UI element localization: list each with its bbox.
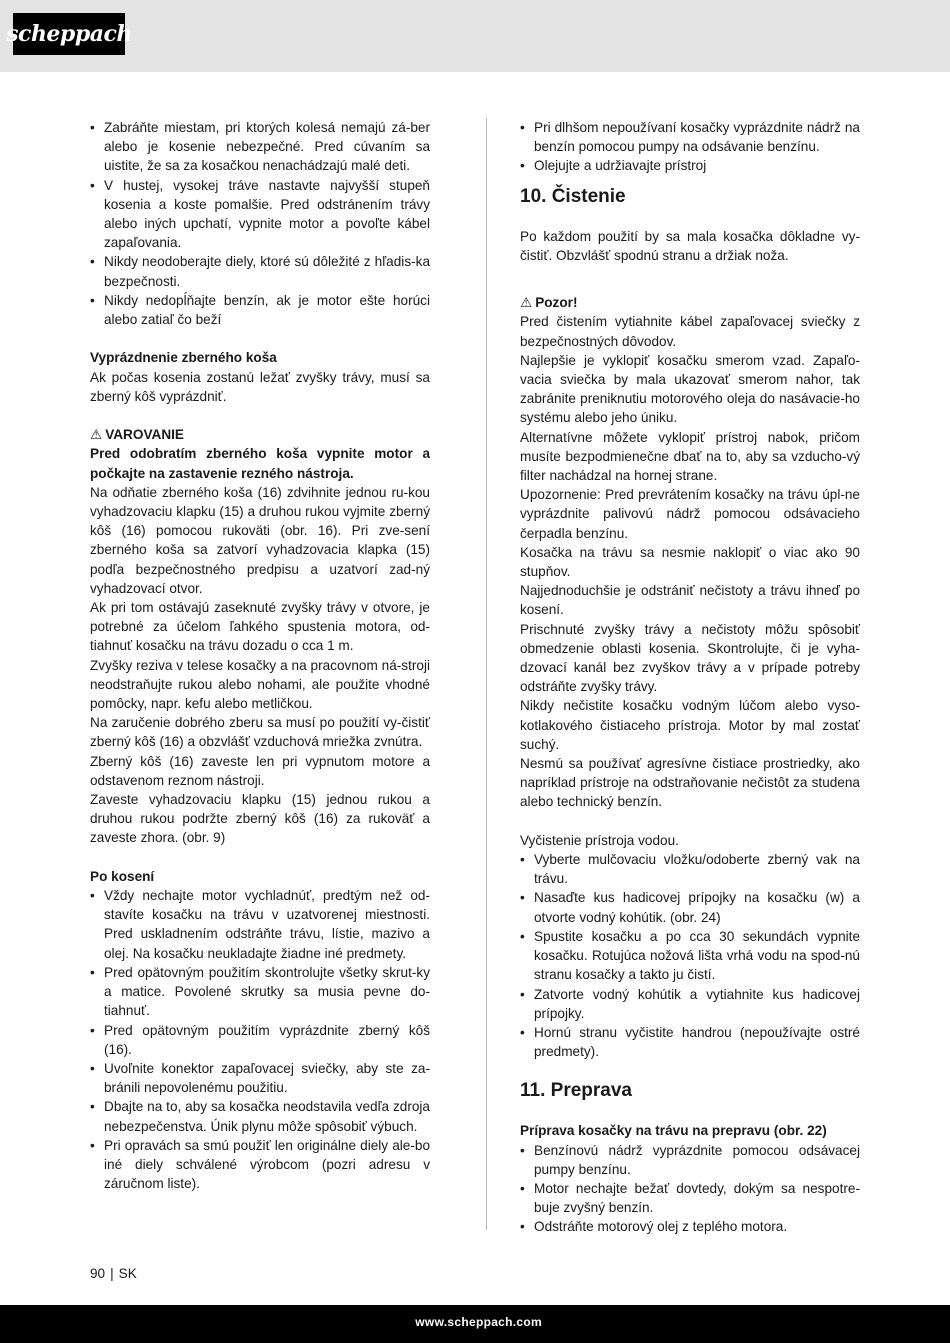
paragraph: Nesmú sa používať agresívne čistiace prostriedky, ako napríklad prístroje na odstraňovanie nečistôt za studena alebo technický benzín. (520, 756, 860, 810)
list-item: • Nikdy neodoberajte diely, ktoré sú dôležité z hľadis-ka bezpečnosti. (90, 252, 430, 290)
paragraph: Najjednoduchšie je odstrániť nečistoty a trávu ihneď po kosení. (520, 583, 860, 618)
emptying-subheading: Vyprázdnenie zberného koša (90, 350, 277, 366)
right-column (520, 118, 860, 1237)
paragraph: Pred čistením vytiahnite kábel zapaľovacej sviečky z bezpečnostných dôvodov. (520, 314, 860, 349)
list-item: • Uvoľnite konektor zapaľovacej sviečky, aby ste za-bránili nepovolenému použitiu. (90, 1059, 430, 1097)
warning-bold-text: Pred odobratím zberného koša vypnite motor a počkajte na zastavenie rezného nástroja. (90, 446, 430, 481)
paragraph: Ak pri tom ostávajú zaseknuté zvyšky trávy v otvore, je potrebné za účelom ľahkého spustenia motora, od-tiahnuť kosačku na trávu dozadu o cca 1 m. (90, 600, 430, 654)
page-separator: | (110, 1266, 114, 1281)
storage-bullet-list (520, 118, 860, 176)
after-mowing-list (90, 886, 430, 1193)
paragraph: Na zaručenie dobrého zberu sa musí po použití vy-čistiť zberný kôš (16) a obzvlášť vzduchová mriežka zvnútra. (90, 715, 430, 750)
caution-heading (520, 293, 860, 312)
caution-label: Pozor! (535, 295, 578, 311)
warning-heading (90, 425, 430, 444)
after-mowing-subheading: Po kosení (90, 868, 155, 884)
warning-triangle-icon: ⚠ (520, 295, 533, 311)
paragraph: Zvyšky reziva v telese kosačky a na pracovnom ná-stroji neodstraňujte rukou alebo nohami, ale použite vhodné pomôcky, napr. kefu alebo metličkou. (90, 657, 430, 712)
list-item: • Zatvorte vodný kohútik a vytiahnite kus hadicovej prípojky. (520, 985, 860, 1023)
safety-bullet-list (90, 118, 430, 329)
paragraph: Alternatívne môžete vyklopiť prístroj nabok, pričom musíte bezpodmienečne dbať na to, aby sa vzducho-vý filter nachádzal na hornej strane. (520, 429, 860, 484)
list-item: • Zabráňte miestam, pri ktorých kolesá nemajú zá-ber alebo je kosenie nebezpečné. Pred cúvaním sa uistite, že sa za kosačkou nenachádzajú malé deti. (90, 118, 430, 176)
page-number-value: 90 (90, 1266, 106, 1281)
website-url: www.scheppach.com (415, 1315, 542, 1329)
paragraph: Nikdy nečistite kosačku vodným lúčom alebo vyso-kotlakového čistiaceho prístroja. Motor by mal zostať suchý. (520, 698, 860, 752)
list-item: • V hustej, vysokej tráve nastavte najvyšší stupeň kosenia a koste pomalšie. Pred odstránením trávy alebo iných upchatí, vypnite motor a povoľte kábel zapaľovania. (90, 176, 430, 253)
list-item: • Spustite kosačku a po cca 30 sekundách vypnite kosačku. Rotujúca nožová lišta vrhá vodu na spod-nú stranu kosačky a takto ju čistí. (520, 927, 860, 985)
left-column (90, 118, 430, 1193)
paragraph: Prischnuté zvyšky trávy a nečistoty môžu spôsobiť obmedzenie oblasti kosenia. Skontrolujte, či je vyha-dzovací kanál bez zvyškov trávy a v prípade potreby odstráňte zvyšky trávy. (520, 621, 860, 695)
scheppach-logo: scheppach (13, 13, 125, 55)
paragraph: Upozornenie: Pred prevrátením kosačky na trávu úpl-ne vyprázdnite palivovú nádrž pomocou odsávacieho čerpadla benzínu. (520, 487, 860, 541)
paragraph: Najlepšie je vyklopiť kosačku smerom vzad. Zapaľo-vacia sviečka by mala ukazovať smerom nahor, tak zabránite preniknutiu motorového oleja do nasávacie-ho systému alebo jeho úniku. (520, 352, 860, 426)
water-cleaning-intro: Vyčistenie prístroja vodou. (520, 832, 679, 848)
list-item: • Nasaďte kus hadicovej prípojky na kosačku (w) a otvorte vodný kohútik. (obr. 24) (520, 888, 860, 926)
list-item: • Dbajte na to, aby sa kosačka neodstavila vedľa zdroja nebezpečenstva. Únik plynu môže spôsobiť výbuch. (90, 1097, 430, 1135)
cleaning-intro: Po každom použití by sa mala kosačka dôkladne vy-čistiť. Obzvlášť spodnú stranu a držiak noža. (520, 228, 860, 263)
list-item: • Pri dlhšom nepoužívaní kosačky vyprázdnite nádrž na benzín pomocou pumpy na odsávanie benzínu. (520, 118, 860, 156)
list-item: • Hornú stranu vyčistite handrou (nepoužívajte ostré predmety). (520, 1023, 860, 1061)
section-title-cleaning: 10. Čistenie (520, 185, 626, 207)
list-item: • Odstráňte motorový olej z teplého motora. (520, 1217, 860, 1236)
warning-triangle-icon: ⚠ (90, 427, 103, 443)
list-item: • Olejujte a udržiavajte prístroj (520, 156, 860, 175)
transport-subheading: Príprava kosačky na trávu na prepravu (obr. 22) (520, 1123, 827, 1139)
section-title-transport: 11. Preprava (520, 1080, 632, 1102)
emptying-paragraph: Ak počas kosenia zostanú ležať zvyšky trávy, musí sa zberný kôš vyprázdniť. (90, 369, 430, 404)
paragraph: Na odňatie zberného koša (16) zdvihnite jednou ru-kou vyhadzovaciu klapku (15) a druhou rukou vyjmite zberný kôš (16) pomocou rukoväti (obr. 16). Pri zve-sení zberného koša sa zatvorí vyhadzovacia klapka (15) podľa bezpečnostného predpisu a uzatvorí zad-ný vyhadzovací otvor. (90, 484, 430, 596)
list-item: • Nikdy nedopĺňajte benzín, ak je motor ešte horúci alebo zatiaľ čo beží (90, 291, 430, 329)
list-item: • Pred opätovným použitím skontrolujte všetky skrut-ky a matice. Povolené skrutky sa musia pevne do-tiahnuť. (90, 963, 430, 1021)
paragraph: Zaveste vyhadzovaciu klapku (15) jednou rukou a druhou rukou podržte zberný kôš (16) za rukoväť a zaveste zhora. (obr. 9) (90, 792, 430, 846)
language-code: SK (118, 1266, 137, 1281)
footer-band (0, 1305, 950, 1343)
header-band (0, 0, 950, 72)
list-item: • Vždy nechajte motor vychladnúť, predtým než od-stavíte kosačku na trávu v uzatvorenej miestnosti. Pred uskladnením odstráňte trávu, lístie, mazivo a olej. Na kosačku neukladajte žiadne iné predmety. (90, 886, 430, 963)
warning-label: VAROVANIE (105, 427, 184, 443)
column-divider (486, 118, 487, 1230)
water-cleaning-list (520, 850, 860, 1061)
list-item: • Vyberte mulčovaciu vložku/odoberte zberný vak na trávu. (520, 850, 860, 888)
list-item: • Motor nechajte bežať dovtedy, dokým sa nespotre-buje zvyšný benzín. (520, 1179, 860, 1217)
list-item: • Pri opravách sa smú použiť len originálne diely ale-bo iné diely schválené výrobcom (pozri adresu v záručnom liste). (90, 1136, 430, 1194)
paragraph: Kosačka na trávu sa nesmie naklopiť o viac ako 90 stupňov. (520, 544, 860, 580)
transport-list (520, 1141, 860, 1237)
list-item: • Pred opätovným použitím vyprázdnite zberný kôš (16). (90, 1021, 430, 1059)
paragraph: Zberný kôš (16) zaveste len pri vypnutom motore a odstavenom reznom nástroji. (90, 753, 430, 788)
page-number (90, 1266, 137, 1281)
list-item: • Benzínovú nádrž vyprázdnite pomocou odsávacej pumpy benzínu. (520, 1141, 860, 1179)
